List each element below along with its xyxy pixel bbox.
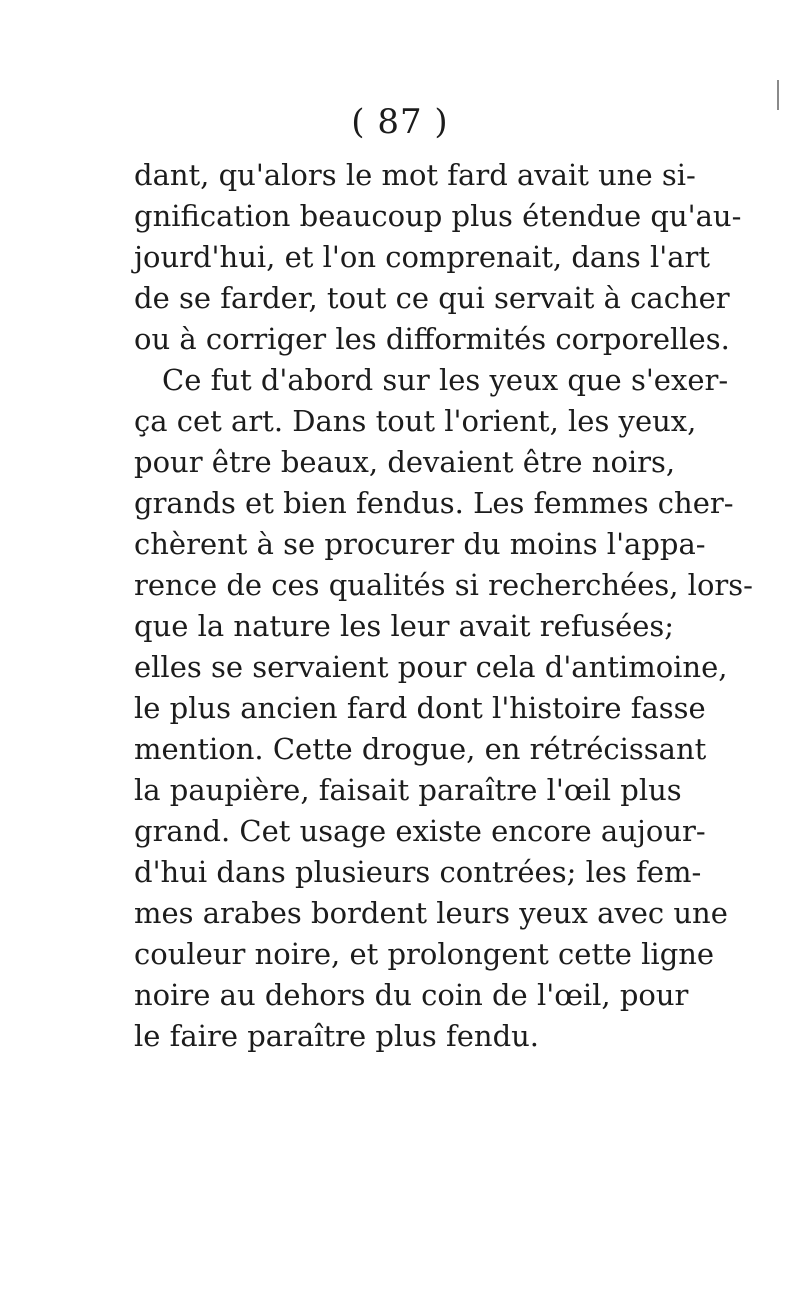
text-line: mention. Cette drogue, en rétrécissant — [134, 732, 707, 766]
text-line: le faire paraître plus fendu. — [134, 1019, 540, 1053]
text-line: pour être beaux, devaient être noirs, — [134, 445, 676, 479]
text-line: ça cet art. Dans tout l'orient, les yeux, — [134, 404, 697, 438]
text-line: mes arabes bordent leurs yeux avec une — [134, 896, 728, 930]
text-line: noire au dehors du coin de l'œil, pour — [134, 978, 689, 1012]
page-number: ( 87 ) — [351, 102, 449, 142]
text-line: couleur noire, et prolongent cette ligne — [134, 937, 715, 971]
text-line: le plus ancien fard dont l'histoire fasse — [134, 691, 706, 725]
text-line: que la nature les leur avait refusées; — [134, 609, 675, 643]
text-line: d'hui dans plusieurs contrées; les fem- — [134, 855, 702, 889]
body-text — [134, 155, 753, 1057]
text-line: dant, qu'alors le mot fard avait une si- — [134, 158, 696, 192]
text-line: la paupière, faisait paraître l'œil plus — [134, 773, 682, 807]
text-line: de se farder, tout ce qui servait à cacher — [134, 281, 730, 315]
text-line: grands et bien fendus. Les femmes cher- — [134, 486, 734, 520]
text-line: chèrent à se procurer du moins l'appa- — [134, 527, 706, 561]
text-line: gnification beaucoup plus étendue qu'au- — [134, 199, 742, 233]
text-line: ou à corriger les difformités corporelles. — [134, 322, 730, 356]
text-line: jourd'hui, et l'on comprenait, dans l'art — [134, 240, 711, 274]
paragraph-start-line: Ce fut d'abord sur les yeux que s'exer- — [162, 363, 729, 397]
text-line: elles se servaient pour cela d'antimoine, — [134, 650, 728, 684]
text-line: rence de ces qualités si recherchées, lors- — [134, 568, 753, 602]
text-line: grand. Cet usage existe encore aujour- — [134, 814, 706, 848]
